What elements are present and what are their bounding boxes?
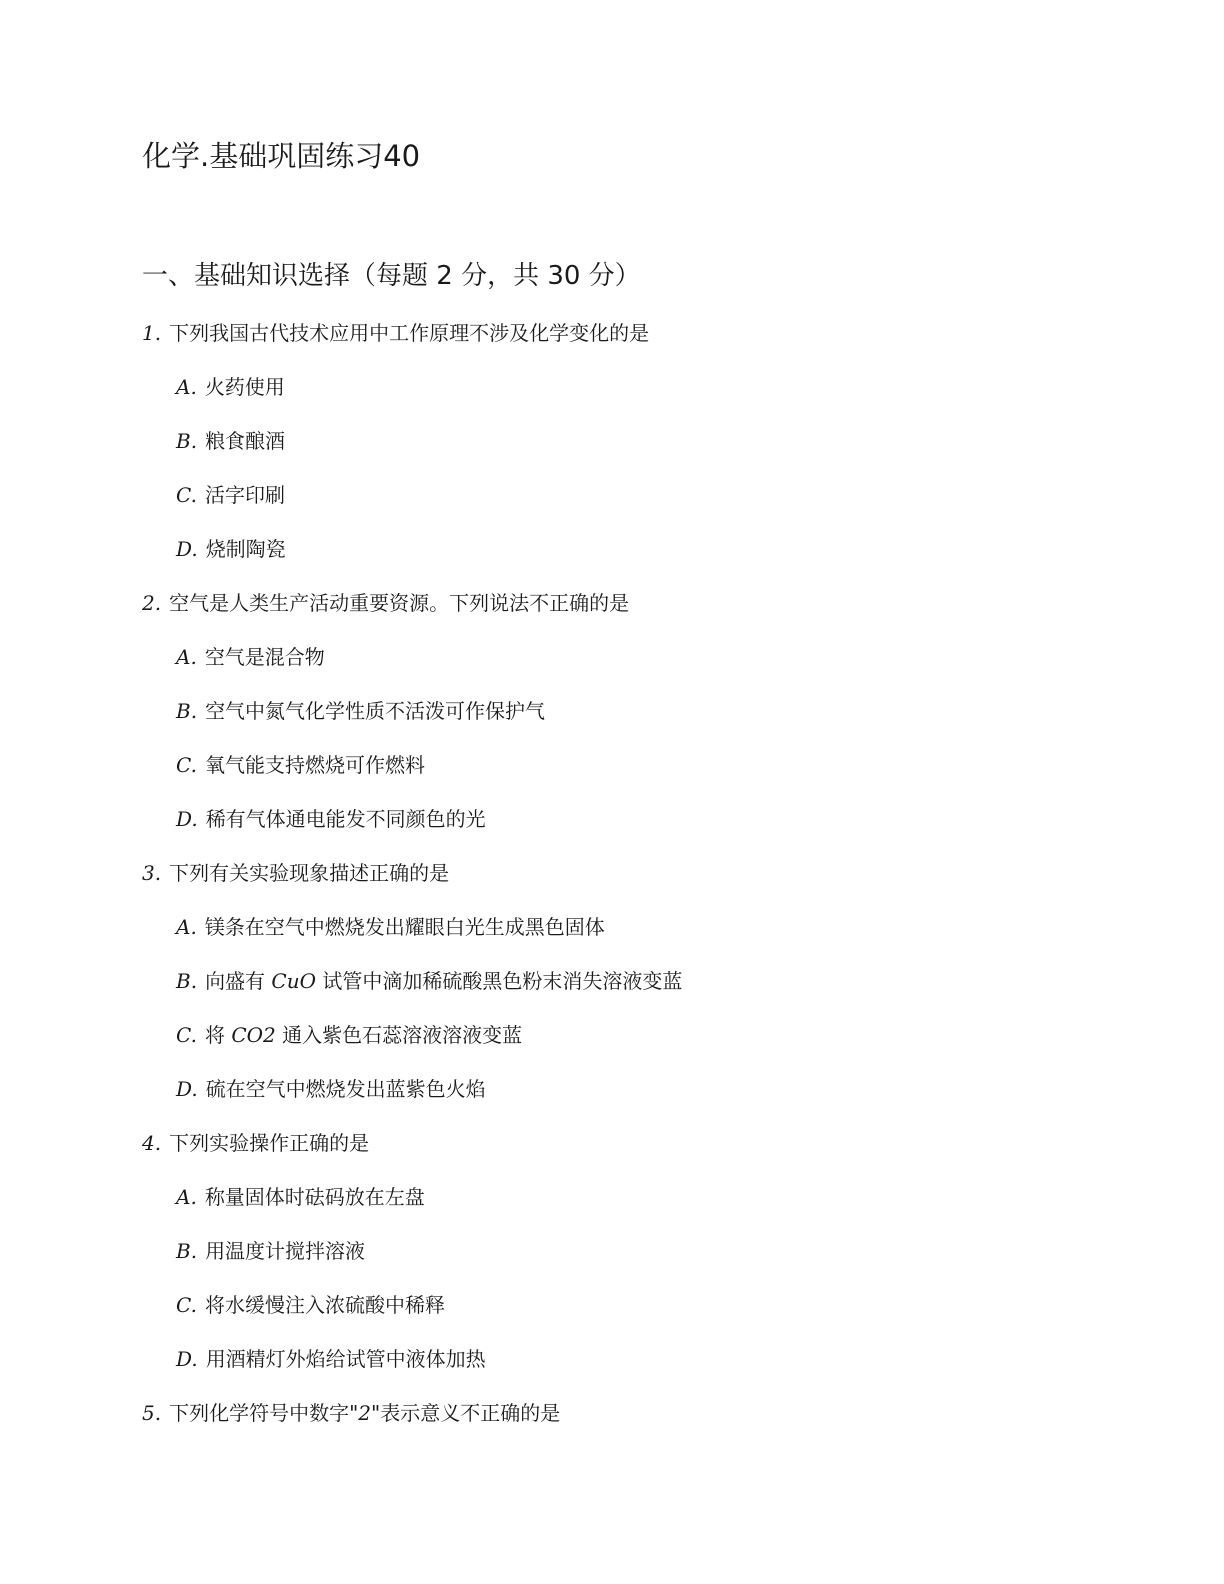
option-text-prefix: 向盛有 (205, 969, 272, 993)
option-letter: D. (176, 1347, 198, 1371)
question-number: 1. (142, 321, 162, 345)
option-text-suffix: 通入紫色石蕊溶液溶液变蓝 (275, 1023, 523, 1047)
option-text: 将水缓慢注入浓硫酸中稀释 (204, 1293, 445, 1317)
quoted-digit: 2 (358, 1401, 372, 1425)
question-1-option-d (176, 534, 286, 564)
question-1-option-b (176, 426, 285, 456)
option-text: 空气是混合物 (204, 645, 325, 669)
option-letter: C. (176, 753, 197, 777)
option-text-prefix: 将 (204, 1023, 232, 1047)
question-text: 下列我国古代技术应用中工作原理不涉及化学变化的是 (169, 321, 650, 345)
question-4-option-b (176, 1236, 365, 1266)
question-3-option-d (176, 1074, 486, 1104)
option-letter: B. (176, 699, 198, 723)
option-text: 硫在空气中燃烧发出蓝紫色火焰 (205, 1077, 486, 1101)
option-text: 镁条在空气中燃烧发出耀眼白光生成黑色固体 (204, 915, 605, 939)
question-2-option-a (176, 642, 325, 672)
question-text: 下列有关实验现象描述正确的是 (169, 861, 450, 885)
question-3-option-b (176, 966, 682, 996)
option-letter: C. (176, 1023, 197, 1047)
option-text: 火药使用 (204, 375, 285, 399)
option-letter: B. (176, 969, 198, 993)
document-title: 化学.基础巩固练习40 (142, 139, 421, 173)
question-1-option-c (176, 480, 285, 510)
section-heading: 一、基础知识选择（每题 2 分，共 30 分） (142, 261, 641, 291)
question-3-option-c (176, 1020, 522, 1050)
option-text: 用酒精灯外焰给试管中液体加热 (205, 1347, 486, 1371)
option-letter: B. (176, 1239, 198, 1263)
question-2-option-b (176, 696, 545, 726)
question-text: 空气是人类生产活动重要资源。下列说法不正确的是 (169, 591, 630, 615)
option-letter: D. (176, 807, 198, 831)
question-number: 4. (142, 1131, 162, 1155)
option-text-suffix: 试管中滴加稀硫酸黑色粉末消失溶液变蓝 (316, 969, 683, 993)
option-letter: A. (176, 1185, 197, 1209)
question-1-stem (142, 318, 649, 348)
question-text-prefix: 下列化学符号中数字" (169, 1401, 359, 1425)
option-letter: A. (176, 915, 197, 939)
question-4-option-a (176, 1182, 425, 1212)
chemical-formula: CO2 (231, 1023, 276, 1047)
question-1-option-a (176, 372, 285, 402)
question-text-suffix: "表示意义不正确的是 (371, 1401, 561, 1425)
chemical-formula: CuO (271, 969, 317, 993)
option-text: 空气中氮气化学性质不活泼可作保护气 (205, 699, 546, 723)
question-2-option-d (176, 804, 486, 834)
option-letter: C. (176, 483, 197, 507)
question-number: 5. (142, 1401, 162, 1425)
question-number: 3. (142, 861, 162, 885)
question-5-stem (142, 1398, 560, 1428)
option-text: 用温度计搅拌溶液 (205, 1239, 366, 1263)
option-text: 粮食酿酒 (205, 429, 286, 453)
option-text: 烧制陶瓷 (205, 537, 286, 561)
question-number: 2. (142, 591, 162, 615)
option-letter: C. (176, 1293, 197, 1317)
option-text: 氧气能支持燃烧可作燃料 (204, 753, 425, 777)
question-3-option-a (176, 912, 605, 942)
option-text: 活字印刷 (204, 483, 285, 507)
question-text: 下列实验操作正确的是 (169, 1131, 370, 1155)
option-letter: D. (176, 537, 198, 561)
question-4-stem (142, 1128, 369, 1158)
option-text: 稀有气体通电能发不同颜色的光 (205, 807, 486, 831)
option-letter: A. (176, 375, 197, 399)
option-letter: B. (176, 429, 198, 453)
question-3-stem (142, 858, 449, 888)
question-2-stem (142, 588, 629, 618)
question-2-option-c (176, 750, 425, 780)
option-text: 称量固体时砝码放在左盘 (204, 1185, 425, 1209)
question-4-option-d (176, 1344, 486, 1374)
option-letter: A. (176, 645, 197, 669)
option-letter: D. (176, 1077, 198, 1101)
question-4-option-c (176, 1290, 445, 1320)
